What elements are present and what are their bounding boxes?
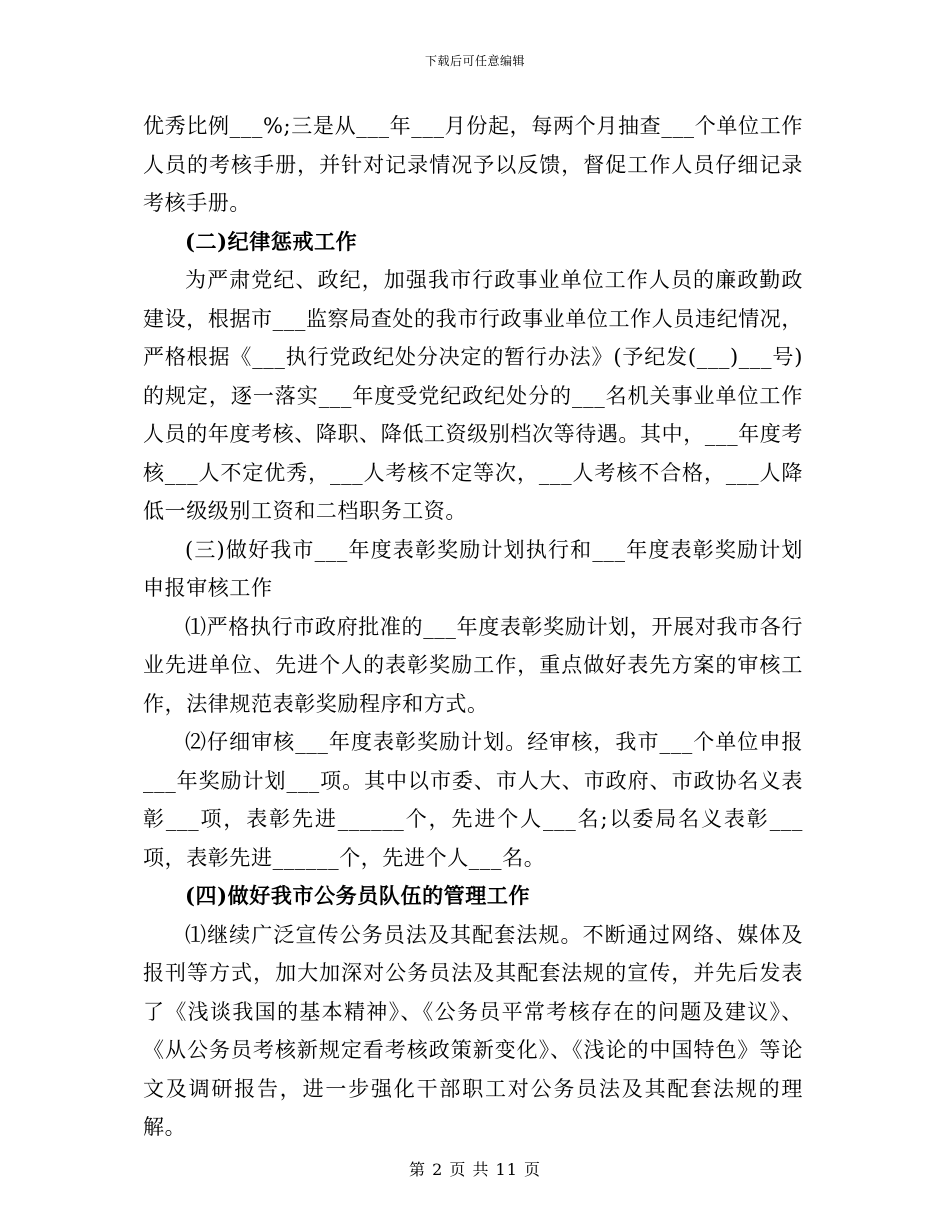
paragraph-civil-servants-1: ⑴继续广泛宣传公务员法及其配套法规。不断通过网络、媒体及报刊等方式，加大加深对公务员法及其配套法规的宣传，并先后发表了《浅谈我国的基本精神》、《公务员平常考核存在的问题及建议》、《从公务员考核新规定看考核政策新变化》、《浅论的中国特色》等论文及调研报告，进一步强化干部职工对公务员法及其配套法规的理解。 xyxy=(143,922,803,1139)
page-number: 第 2 页 共 11 页 xyxy=(409,1160,541,1179)
paragraph-awards-1: ⑴严格执行市政府批准的___年度表彰奖励计划，开展对我市各行业先进单位、先进个人的表彰奖励工作，重点做好表先方案的审核工作，法律规范表彰奖励程序和方式。 xyxy=(143,614,803,716)
page-header: 下载后可任意编辑 xyxy=(424,54,525,68)
section-heading-discipline: (二)纪律惩戒工作 xyxy=(185,228,358,254)
paragraph-awards-2: ⑵仔细审核___年度表彰奖励计划。经审核，我市___个单位申报___年奖励计划___项。其中以市委、市人大、市政府、市政协名义表彰___项，表彰先进______个，先进个人___名;以委局名义表彰___项，表彰先进______个，先进个人___名。 xyxy=(143,730,803,870)
document-body xyxy=(143,107,803,1147)
paragraph-continued: 优秀比例___%;三是从___年___月份起，每两个月抽查___个单位工作人员的考核手册，并针对记录情况予以反馈，督促工作人员仔细记录考核手册。 xyxy=(143,114,803,215)
section-heading-awards: (三)做好我市___年度表彰奖励计划执行和___年度表彰奖励计划申报审核工作 xyxy=(143,537,803,600)
section-heading-civil-servants: (四)做好我市公务员队伍的管理工作 xyxy=(185,883,531,908)
paragraph-discipline: 为严肃党纪、政纪，加强我市行政事业单位工作人员的廉政勤政建设，根据市___监察局查处的我市行政事业单位工作人员违纪情况，严格根据《___执行党政纪处分决定的暂行办法》(予纪发(___)___号)的规定，逐一落实___年度受党纪政纪处分的___名机关事业单位工作人员的年度考核、降职、降低工资级别档次等待遇。其中，___年度考核___人不定优秀，___人考核不定等次，___人考核不合格，___人降低一级级别工资和二档职务工资。 xyxy=(143,268,803,523)
